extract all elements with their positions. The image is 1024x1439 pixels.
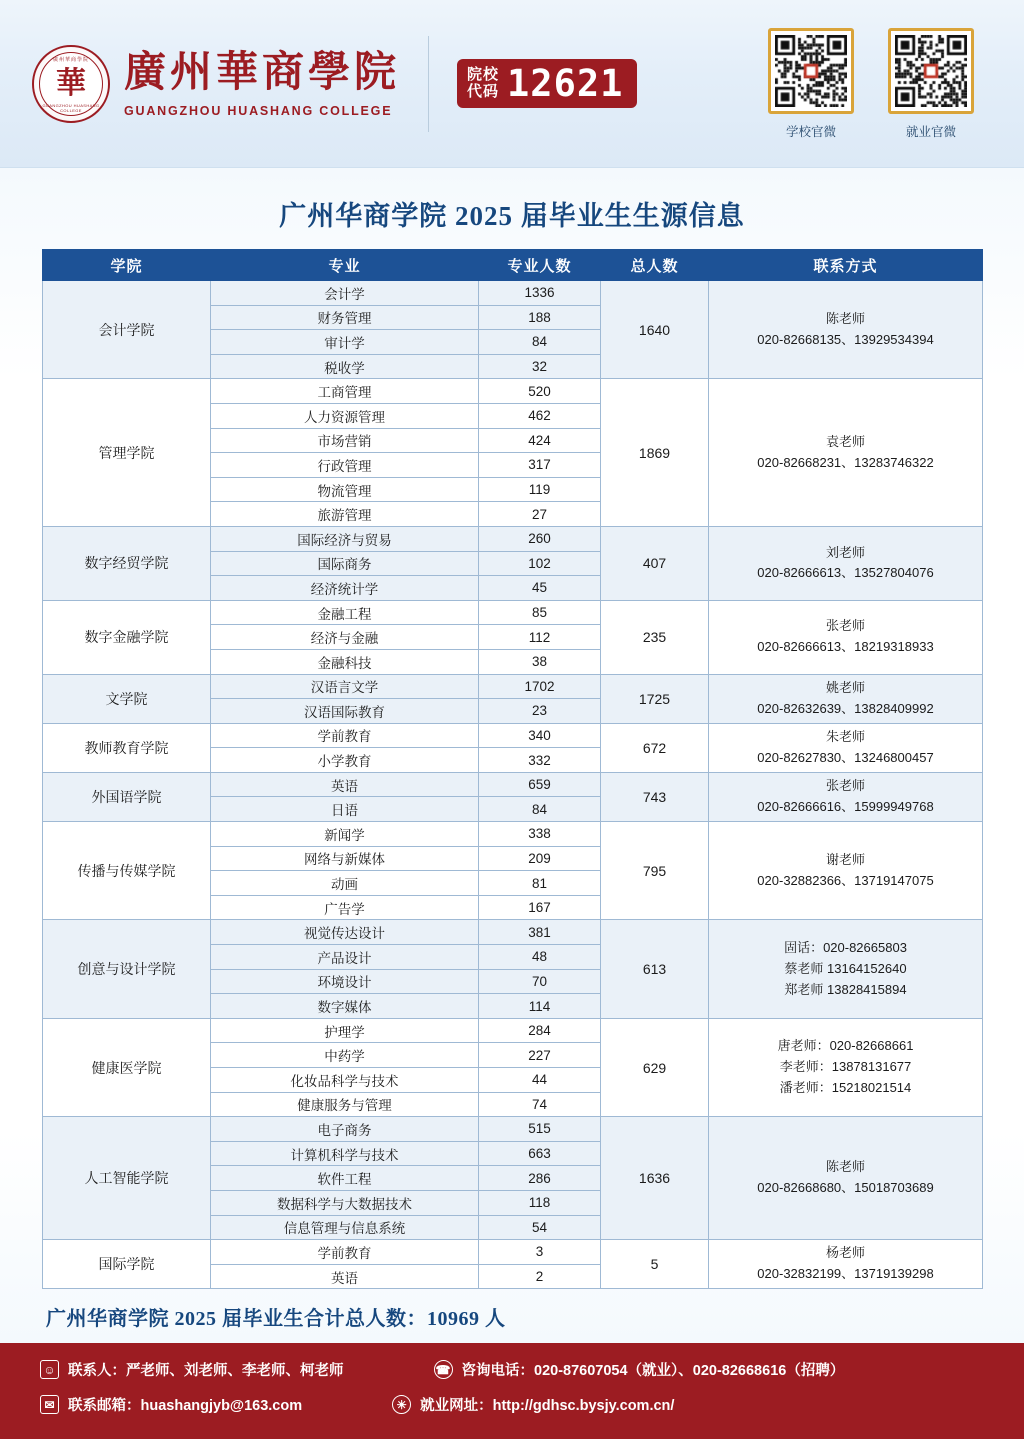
contact-line: 020-82666613、13527804076: [757, 565, 934, 581]
cell-major: 学前教育: [211, 1240, 479, 1265]
contact-line: 020-82668680、15018703689: [757, 1180, 934, 1196]
cell-total-count: 5: [601, 1240, 709, 1289]
table-row: [43, 1117, 983, 1142]
cell-college: 健康医学院: [43, 1018, 211, 1116]
cell-major-count: 286: [479, 1166, 601, 1191]
cell-major: 信息管理与信息系统: [211, 1215, 479, 1240]
cell-major-count: 462: [479, 403, 601, 428]
contact-line: 陈老师: [825, 1159, 865, 1175]
contact-line: 020-82632639、13828409992: [757, 700, 934, 716]
footer-website-label[interactable]: 就业网址：http://gdhsc.bysjy.com.cn/: [420, 1398, 675, 1414]
cell-major-count: 227: [479, 1043, 601, 1068]
cell-total-count: 672: [601, 723, 709, 772]
footer-contacts: [40, 1359, 344, 1380]
cell-major-count: 260: [479, 526, 601, 551]
cell-major-count: 284: [479, 1018, 601, 1043]
cell-major-count: 659: [479, 772, 601, 797]
cell-major-count: 424: [479, 428, 601, 453]
contact-line: 杨老师: [825, 1245, 865, 1261]
cell-major: 动画: [211, 871, 479, 896]
cell-major: 中药学: [211, 1043, 479, 1068]
cell-major-count: 81: [479, 871, 601, 896]
graduates-table: [42, 249, 983, 1289]
cell-major-count: 54: [479, 1215, 601, 1240]
contact-line: 潘老师：15218021514: [779, 1079, 912, 1095]
cell-major-count: 1336: [479, 281, 601, 306]
cell-contact: [709, 526, 983, 600]
page-header: [0, 0, 1024, 168]
cell-major-count: 119: [479, 477, 601, 502]
cell-major-count: 317: [479, 453, 601, 478]
header-divider: [428, 36, 429, 132]
cell-total-count: 743: [601, 772, 709, 821]
contact-line: 唐老师：020-82668661: [777, 1038, 914, 1054]
cell-contact: [709, 723, 983, 772]
cell-major: 国际经济与贸易: [211, 526, 479, 551]
cell-contact: [709, 281, 983, 379]
cell-contact: [709, 1117, 983, 1240]
crest-top-text: 廣州華商學院: [52, 56, 89, 63]
column-header-contact: 联系方式: [709, 250, 983, 281]
table-row: [43, 920, 983, 945]
contact-line: 谢老师: [825, 851, 865, 867]
cell-major-count: 114: [479, 994, 601, 1019]
cell-major: 软件工程: [211, 1166, 479, 1191]
cell-major-count: 38: [479, 649, 601, 674]
institution-code-number: 12621: [507, 62, 624, 105]
cell-college: 传播与传媒学院: [43, 822, 211, 920]
contact-line: 020-82627830、13246800457: [757, 749, 934, 765]
cell-major: 金融工程: [211, 600, 479, 625]
cell-major: 日语: [211, 797, 479, 822]
qr-code-icon[interactable]: [768, 28, 854, 114]
cell-major-count: 520: [479, 379, 601, 404]
cell-major-count: 32: [479, 354, 601, 379]
cell-major: 国际商务: [211, 551, 479, 576]
cell-major: 经济与金融: [211, 625, 479, 650]
school-crest-icon: [32, 45, 110, 123]
cell-major-count: 209: [479, 846, 601, 871]
cell-college: 管理学院: [43, 379, 211, 527]
cell-major: 广告学: [211, 895, 479, 920]
grand-total-text: 广州华商学院 2025 届毕业生合计总人数：10969 人: [46, 1308, 506, 1331]
contact-line: 020-82668135、13929534394: [757, 331, 934, 347]
contact-line: 李老师：13878131677: [779, 1059, 912, 1075]
cell-major-count: 44: [479, 1068, 601, 1093]
cell-total-count: 613: [601, 920, 709, 1018]
cell-major-count: 45: [479, 576, 601, 601]
cell-major: 视觉传达设计: [211, 920, 479, 945]
column-header-total-count: 总人数: [601, 250, 709, 281]
cell-major-count: 102: [479, 551, 601, 576]
cell-major-count: 167: [479, 895, 601, 920]
qr-canvas-school: [775, 35, 847, 107]
qr-item-employment[interactable]: [888, 28, 974, 140]
cell-major: 行政管理: [211, 453, 479, 478]
column-header-major-count: 专业人数: [479, 250, 601, 281]
contact-line: 固话：020-82665803: [784, 939, 907, 955]
contact-line: 朱老师: [825, 728, 865, 744]
cell-major-count: 340: [479, 723, 601, 748]
cell-contact: [709, 1018, 983, 1116]
table-row: [43, 822, 983, 847]
cell-total-count: 1640: [601, 281, 709, 379]
cell-major: 小学教育: [211, 748, 479, 773]
cell-major-count: 70: [479, 969, 601, 994]
qr-item-school[interactable]: [768, 28, 854, 140]
cell-contact: [709, 379, 983, 527]
cell-major: 护理学: [211, 1018, 479, 1043]
cell-major-count: 663: [479, 1141, 601, 1166]
table-header-row: [43, 250, 983, 281]
table-row: [43, 674, 983, 699]
cell-major: 会计学: [211, 281, 479, 306]
table-row: [43, 281, 983, 306]
school-logo-block: [32, 45, 400, 123]
cell-major: 旅游管理: [211, 502, 479, 527]
contact-line: 020-82666616、15999949768: [757, 798, 934, 814]
crest-mark: 華: [56, 66, 86, 100]
contact-line: 张老师: [825, 618, 865, 634]
footer-phone-label: 咨询电话：020-87607054（就业）、020-82668616（招聘）: [461, 1363, 845, 1379]
table-row: [43, 1240, 983, 1265]
qr-canvas-employment: [895, 35, 967, 107]
crest-bottom-text: GUANGZHOU HUASHANG COLLEGE: [42, 102, 100, 113]
cell-major-count: 332: [479, 748, 601, 773]
cell-college: 数字金融学院: [43, 600, 211, 674]
column-header-college: 学院: [43, 250, 211, 281]
cell-major: 税收学: [211, 354, 479, 379]
cell-major: 新闻学: [211, 822, 479, 847]
cell-major: 审计学: [211, 330, 479, 355]
cell-total-count: 629: [601, 1018, 709, 1116]
document-sheet: [0, 168, 1024, 1343]
code-label-line2: 代码: [467, 82, 500, 100]
footer-email: [40, 1394, 302, 1415]
cell-major: 物流管理: [211, 477, 479, 502]
cell-major: 金融科技: [211, 649, 479, 674]
cell-major-count: 118: [479, 1190, 601, 1215]
contact-line: 蔡老师 13164152640: [784, 960, 907, 976]
cell-major-count: 3: [479, 1240, 601, 1265]
cell-total-count: 407: [601, 526, 709, 600]
cell-contact: [709, 1240, 983, 1289]
cell-major: 财务管理: [211, 305, 479, 330]
institution-code-badge: [457, 59, 637, 108]
qr-code-icon[interactable]: [888, 28, 974, 114]
contact-line: 020-32832199、13719139298: [757, 1266, 934, 1282]
table-row: [43, 1018, 983, 1043]
cell-major-count: 84: [479, 797, 601, 822]
contact-line: 020-32882366、13719147075: [757, 872, 934, 888]
cell-major-count: 84: [479, 330, 601, 355]
cell-major: 汉语国际教育: [211, 699, 479, 724]
footer-phone: [434, 1359, 845, 1380]
footer-website[interactable]: [392, 1394, 674, 1415]
cell-total-count: 1636: [601, 1117, 709, 1240]
footer-bar: [0, 1343, 1024, 1439]
cell-college: 文学院: [43, 674, 211, 723]
contact-line: 020-82668231、13283746322: [757, 454, 934, 470]
table-row: [43, 600, 983, 625]
contact-line: 郑老师 13828415894: [784, 981, 907, 997]
cell-major: 学前教育: [211, 723, 479, 748]
phone-icon: ☎: [434, 1360, 453, 1379]
user-icon: ☺: [40, 1360, 59, 1379]
qr-label-school: 学校官微: [785, 124, 836, 139]
cell-major-count: 1702: [479, 674, 601, 699]
cell-major: 环境设计: [211, 969, 479, 994]
cell-total-count: 795: [601, 822, 709, 920]
cell-major: 英语: [211, 1264, 479, 1289]
cell-total-count: 235: [601, 600, 709, 674]
cell-college: 外国语学院: [43, 772, 211, 821]
table-row: [43, 526, 983, 551]
cell-college: 人工智能学院: [43, 1117, 211, 1240]
cell-major-count: 23: [479, 699, 601, 724]
table-body: [43, 281, 983, 1289]
footer-contacts-label: 联系人：严老师、刘老师、李老师、柯老师: [68, 1363, 344, 1379]
cell-college: 教师教育学院: [43, 723, 211, 772]
code-label-line1: 院校: [467, 65, 500, 83]
qr-code-group: [768, 28, 992, 140]
cell-contact: [709, 920, 983, 1018]
school-name-cn: 廣州華商學院: [124, 50, 401, 97]
cell-major-count: 381: [479, 920, 601, 945]
cell-major: 英语: [211, 772, 479, 797]
cell-major: 化妆品科学与技术: [211, 1068, 479, 1093]
cell-contact: [709, 674, 983, 723]
cell-major: 健康服务与管理: [211, 1092, 479, 1117]
cell-college: 创意与设计学院: [43, 920, 211, 1018]
contact-line: 袁老师: [825, 433, 865, 449]
column-header-major: 专业: [211, 250, 479, 281]
cell-major-count: 85: [479, 600, 601, 625]
table-row: [43, 723, 983, 748]
cell-college: 国际学院: [43, 1240, 211, 1289]
contact-line: 张老师: [825, 778, 865, 794]
cell-major-count: 188: [479, 305, 601, 330]
cell-major: 电子商务: [211, 1117, 479, 1142]
mail-icon: ✉: [40, 1395, 59, 1414]
school-name-en: GUANGZHOU HUASHANG COLLEGE: [124, 103, 393, 118]
cell-major: 工商管理: [211, 379, 479, 404]
table-row: [43, 772, 983, 797]
cell-major: 数字媒体: [211, 994, 479, 1019]
cell-college: 会计学院: [43, 281, 211, 379]
footer-email-label: 联系邮箱：huashangjyb@163.com: [68, 1398, 303, 1414]
cell-major: 汉语言文学: [211, 674, 479, 699]
contact-line: 刘老师: [825, 544, 865, 560]
cell-contact: [709, 822, 983, 920]
cell-major-count: 112: [479, 625, 601, 650]
cell-contact: [709, 600, 983, 674]
qr-label-employment: 就业官微: [905, 124, 956, 139]
cell-major-count: 338: [479, 822, 601, 847]
page-title: 广州华商学院 2025 届毕业生生源信息: [279, 201, 745, 231]
cell-college: 数字经贸学院: [43, 526, 211, 600]
cell-total-count: 1725: [601, 674, 709, 723]
cell-major-count: 48: [479, 945, 601, 970]
cell-major: 经济统计学: [211, 576, 479, 601]
contact-line: 020-82666613、18219318933: [757, 639, 934, 655]
cell-contact: [709, 772, 983, 821]
cell-major-count: 27: [479, 502, 601, 527]
table-row: [43, 379, 983, 404]
cell-total-count: 1869: [601, 379, 709, 527]
cell-major-count: 515: [479, 1117, 601, 1142]
cell-major: 网络与新媒体: [211, 846, 479, 871]
cell-major: 数据科学与大数据技术: [211, 1190, 479, 1215]
cell-major-count: 2: [479, 1264, 601, 1289]
globe-icon: ☀: [392, 1395, 411, 1414]
cell-major: 人力资源管理: [211, 403, 479, 428]
cell-major: 市场营销: [211, 428, 479, 453]
contact-line: 陈老师: [825, 310, 865, 326]
contact-line: 姚老师: [825, 679, 865, 695]
cell-major: 计算机科学与技术: [211, 1141, 479, 1166]
cell-major-count: 74: [479, 1092, 601, 1117]
cell-major: 产品设计: [211, 945, 479, 970]
